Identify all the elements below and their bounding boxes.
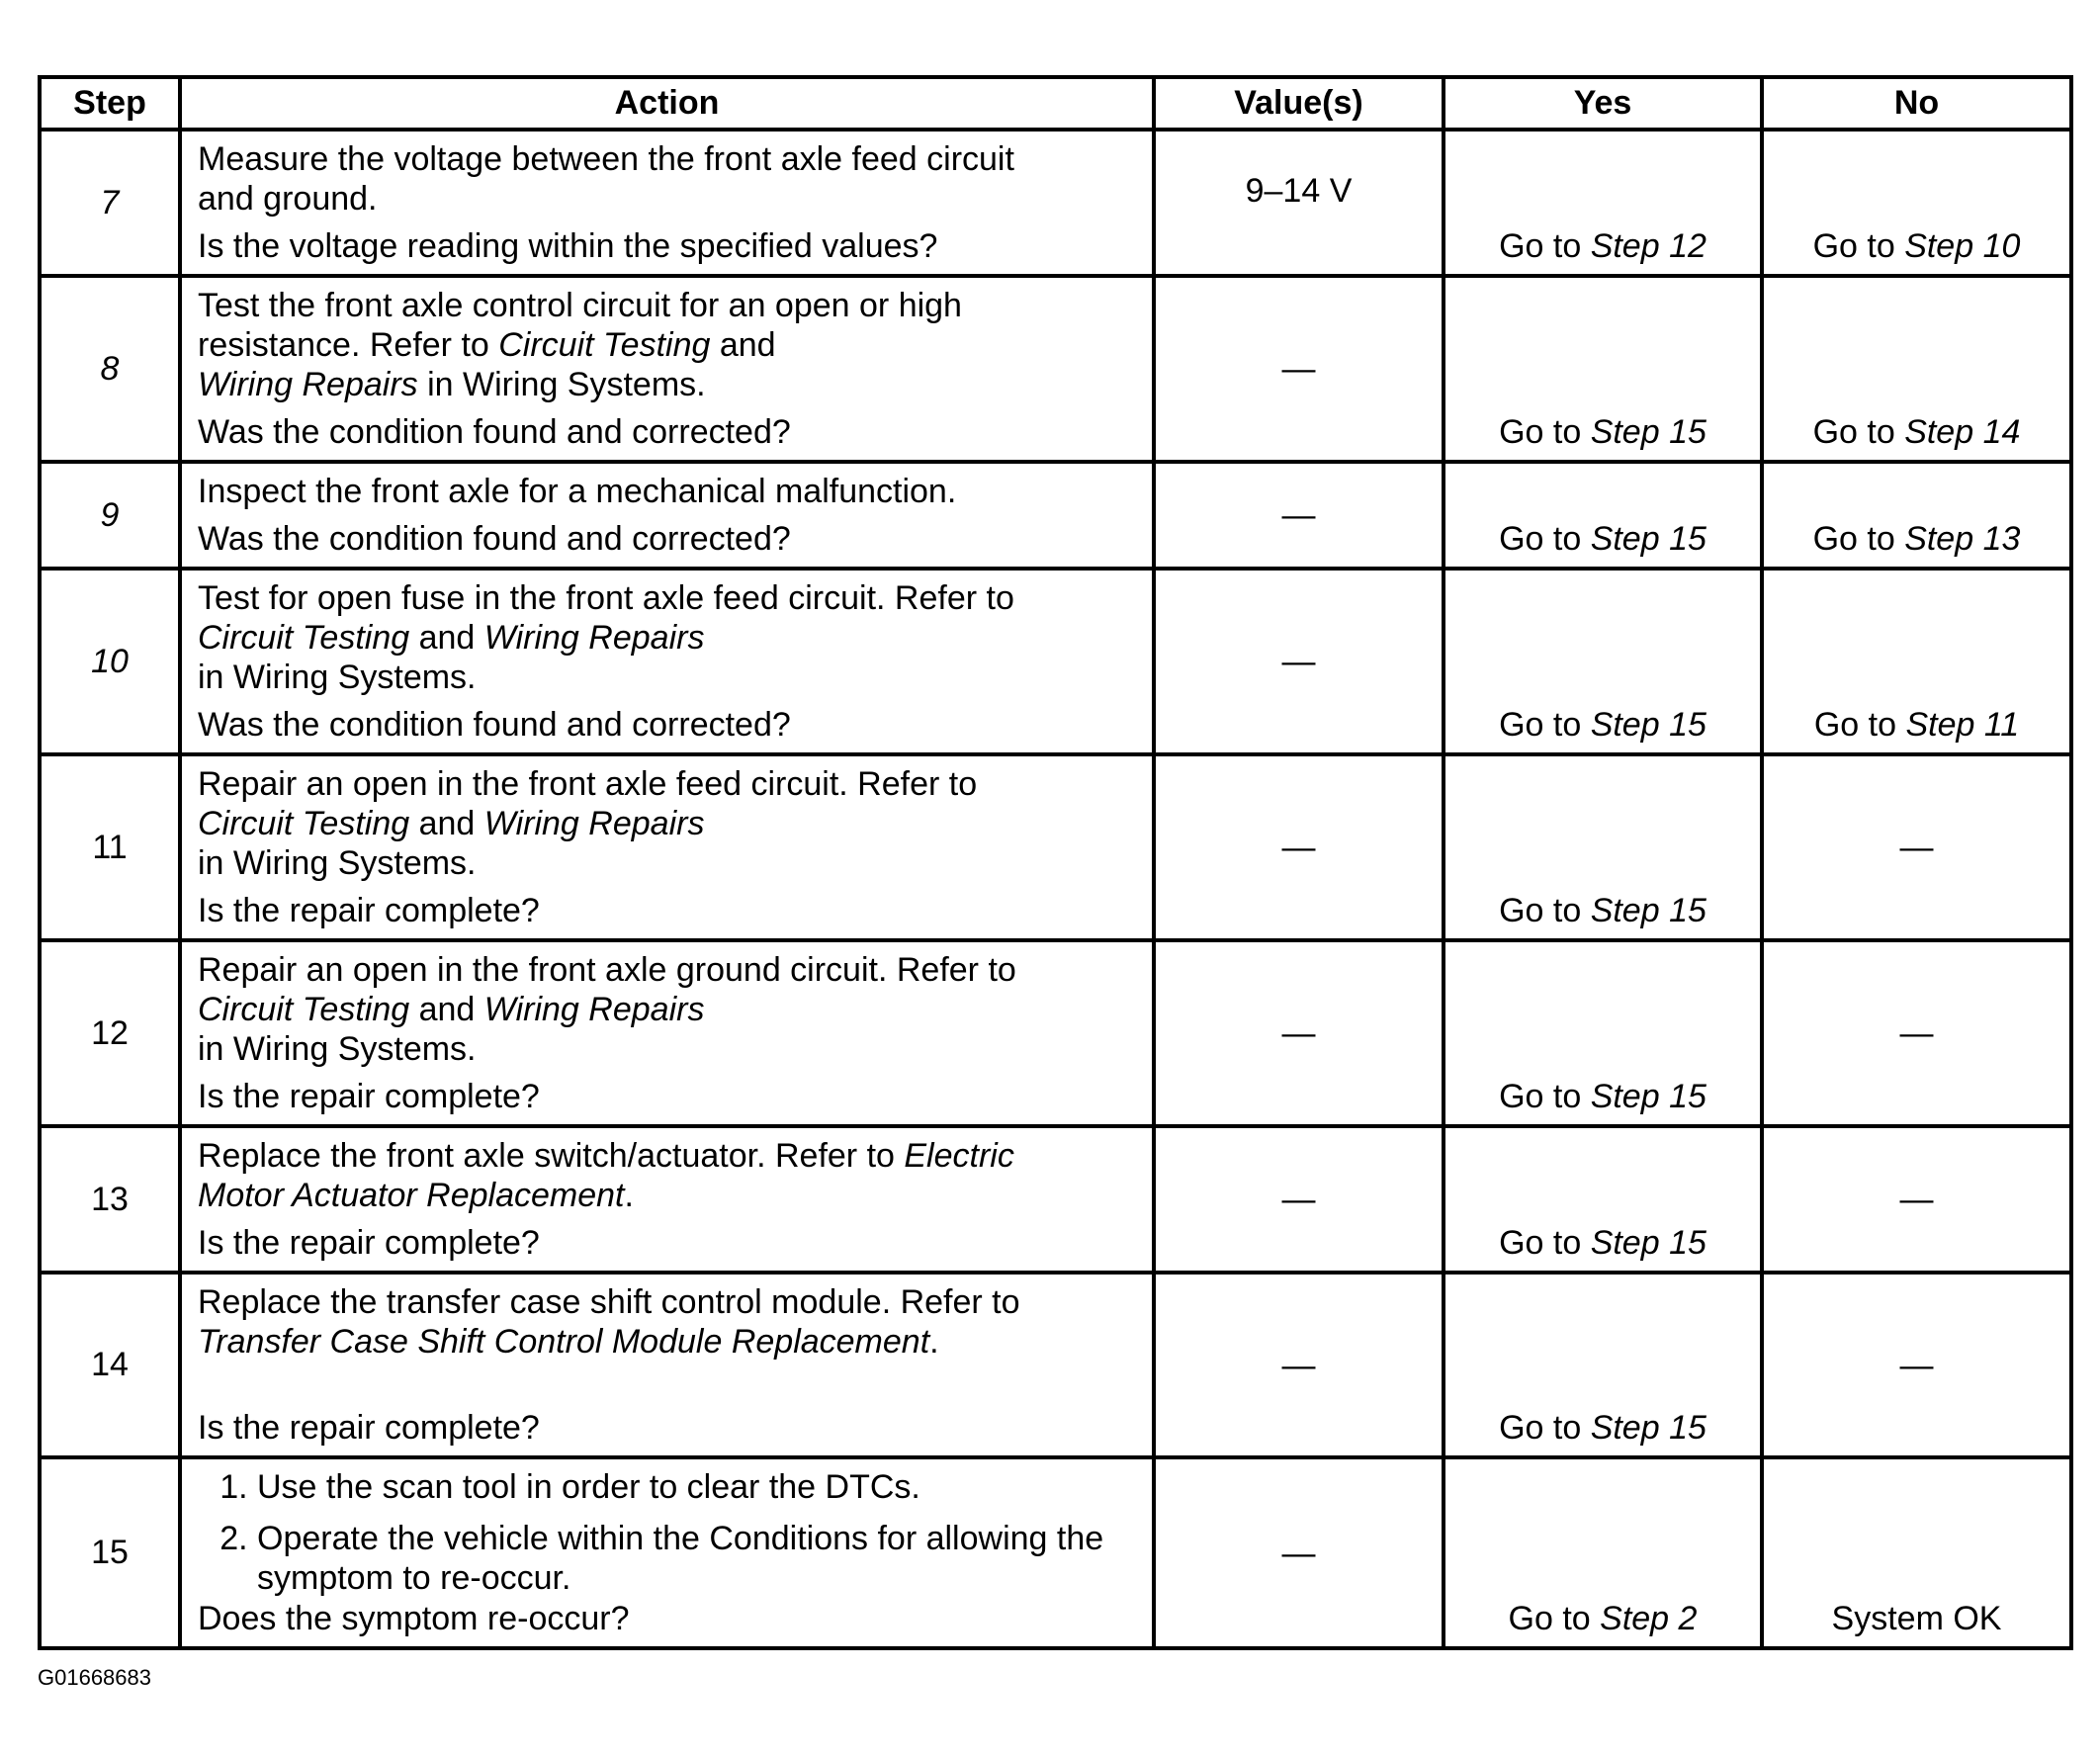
step-number: 15	[40, 1457, 180, 1648]
no-cell	[1762, 1457, 2071, 1648]
reference-link[interactable]: Wiring Repairs	[483, 805, 705, 842]
action-cell	[180, 940, 1154, 1126]
yes-step-link[interactable]: Step 15	[1590, 413, 1706, 451]
no-goto-text: Go to	[1812, 227, 1905, 265]
action-text	[198, 325, 1138, 365]
yes-step-link[interactable]: Step 15	[1590, 1409, 1706, 1447]
header-row	[40, 77, 2071, 130]
reference-link[interactable]: Circuit Testing	[498, 326, 711, 364]
yes-cell	[1444, 1126, 1762, 1273]
yes-goto-text: Go to	[1499, 706, 1591, 744]
action-text: Measure the voltage between the front axle feed circuit	[198, 140, 1014, 178]
action-text: in Wiring Systems.	[198, 659, 477, 696]
action-text-part: and	[409, 619, 484, 657]
action-text	[198, 1136, 1138, 1176]
value-text: —	[1281, 496, 1316, 534]
list-item: 1. Use the scan tool in order to clear the DTCs.	[257, 1467, 1138, 1507]
action-cell	[180, 1126, 1154, 1273]
no-text: —	[1899, 1014, 1934, 1052]
action-text	[198, 365, 1138, 404]
yes-goto-text: Go to	[1508, 1600, 1601, 1637]
action-cell	[180, 1273, 1154, 1457]
value-text: —	[1281, 829, 1316, 866]
reference-link[interactable]: Wiring Repairs	[198, 366, 418, 403]
value-text: 9–14 V	[1245, 172, 1353, 210]
yes-cell	[1444, 940, 1762, 1126]
no-goto-text: Go to	[1812, 520, 1905, 558]
value-cell	[1154, 569, 1444, 754]
action-cell	[180, 130, 1154, 276]
no-text: —	[1899, 1181, 1934, 1218]
no-step-link[interactable]: Step 10	[1904, 227, 2021, 265]
action-text: Inspect the front axle for a mechanical malfunction.	[198, 473, 957, 510]
value-cell	[1154, 754, 1444, 940]
step-number: 14	[40, 1273, 180, 1457]
value-text: —	[1281, 350, 1316, 388]
no-step-link[interactable]: Step 13	[1904, 520, 2021, 558]
value-cell	[1154, 130, 1444, 276]
action-text: in Wiring Systems.	[198, 1030, 477, 1068]
action-text-part: resistance. Refer to	[198, 326, 499, 364]
no-cell	[1762, 130, 2071, 276]
yes-cell	[1444, 462, 1762, 569]
table-row	[40, 569, 2071, 754]
value-text: —	[1281, 1181, 1316, 1218]
yes-step-link[interactable]: Step 15	[1590, 1078, 1706, 1115]
reference-link[interactable]: Motor Actuator Replacement	[198, 1177, 625, 1214]
header-yes: Yes	[1444, 77, 1762, 130]
value-text: —	[1281, 1014, 1316, 1052]
table-row	[40, 1273, 2071, 1457]
action-question: Was the condition found and corrected?	[198, 706, 791, 744]
yes-goto-text: Go to	[1499, 413, 1591, 451]
yes-goto-text: Go to	[1499, 892, 1591, 929]
table-row	[40, 754, 2071, 940]
action-text: Replace the transfer case shift control module. Refer to	[198, 1283, 1020, 1321]
step-number: 9	[40, 462, 180, 569]
no-text: System OK	[1831, 1600, 2002, 1637]
procedure-list	[198, 1467, 1138, 1598]
no-text: —	[1899, 829, 1934, 866]
value-text: —	[1281, 1534, 1316, 1572]
action-question: Does the symptom re-occur?	[198, 1600, 630, 1637]
no-cell	[1762, 1273, 2071, 1457]
action-text-part: Replace the front axle switch/actuator. Refer to	[198, 1137, 905, 1175]
action-text	[198, 1322, 1138, 1362]
step-number: 12	[40, 940, 180, 1126]
action-cell	[180, 276, 1154, 462]
yes-step-link[interactable]: Step 2	[1600, 1600, 1698, 1637]
action-text	[198, 618, 1138, 658]
table-row	[40, 940, 2071, 1126]
list-item: 2. Operate the vehicle within the Conditions for allowing the symptom to re-occur.	[257, 1519, 1138, 1598]
reference-link[interactable]: Wiring Repairs	[483, 619, 705, 657]
action-cell	[180, 462, 1154, 569]
no-text: —	[1899, 1346, 1934, 1384]
value-cell	[1154, 276, 1444, 462]
action-text: Repair an open in the front axle ground circuit. Refer to	[198, 951, 1016, 989]
no-cell	[1762, 940, 2071, 1126]
yes-goto-text: Go to	[1499, 1078, 1591, 1115]
action-text: in Wiring Systems.	[198, 844, 477, 882]
yes-cell	[1444, 130, 1762, 276]
action-cell	[180, 569, 1154, 754]
reference-link[interactable]: Electric	[904, 1137, 1014, 1175]
action-cell	[180, 754, 1154, 940]
reference-link[interactable]: Wiring Repairs	[483, 991, 705, 1028]
yes-goto-text: Go to	[1499, 520, 1591, 558]
action-text-part: and	[409, 991, 484, 1028]
value-text: —	[1281, 643, 1316, 680]
value-cell	[1154, 1273, 1444, 1457]
no-step-link[interactable]: Step 14	[1904, 413, 2021, 451]
action-question: Is the repair complete?	[198, 892, 540, 929]
step-number: 13	[40, 1126, 180, 1273]
reference-link[interactable]: Transfer Case Shift Control Module Replacement	[198, 1323, 930, 1361]
diagnostic-table	[38, 75, 2073, 1650]
action-question: Was the condition found and corrected?	[198, 413, 791, 451]
action-text-part: in Wiring Systems.	[417, 366, 706, 403]
no-step-link[interactable]: Step 11	[1905, 706, 2020, 744]
table-row	[40, 276, 2071, 462]
yes-goto-text: Go to	[1499, 1409, 1591, 1447]
no-cell	[1762, 276, 2071, 462]
no-cell	[1762, 1126, 2071, 1273]
action-text	[198, 804, 1138, 843]
action-text: Repair an open in the front axle feed circuit. Refer to	[198, 765, 978, 803]
no-cell	[1762, 569, 2071, 754]
no-goto-text: Go to	[1812, 413, 1905, 451]
yes-step-link[interactable]: Step 15	[1590, 706, 1706, 744]
action-text: Test the front axle control circuit for an open or high	[198, 287, 962, 324]
yes-goto-text: Go to	[1499, 1224, 1591, 1262]
value-cell	[1154, 1457, 1444, 1648]
action-question: Is the repair complete?	[198, 1409, 540, 1447]
value-cell	[1154, 1126, 1444, 1273]
yes-cell	[1444, 754, 1762, 940]
reference-link[interactable]: Circuit Testing	[198, 991, 410, 1028]
document-id: G01668683	[38, 1665, 151, 1690]
value-text: —	[1281, 1346, 1316, 1384]
no-goto-text: Go to	[1813, 706, 1906, 744]
table-row	[40, 462, 2071, 569]
yes-step-link[interactable]: Step 12	[1590, 227, 1706, 265]
no-cell	[1762, 754, 2071, 940]
yes-step-link[interactable]: Step 15	[1590, 520, 1706, 558]
action-text-part: .	[929, 1323, 939, 1361]
action-text	[198, 990, 1138, 1029]
yes-step-link[interactable]: Step 15	[1590, 892, 1706, 929]
header-step: Step	[40, 77, 180, 130]
yes-goto-text: Go to	[1499, 227, 1591, 265]
action-question: Was the condition found and corrected?	[198, 520, 791, 558]
action-text-part: and	[409, 805, 484, 842]
step-number: 7	[40, 130, 180, 276]
action-text	[198, 1176, 1138, 1215]
step-number: 10	[40, 569, 180, 754]
reference-link[interactable]: Circuit Testing	[198, 619, 410, 657]
table-row	[40, 130, 2071, 276]
no-cell	[1762, 462, 2071, 569]
action-text-part: .	[624, 1177, 634, 1214]
yes-cell	[1444, 1273, 1762, 1457]
header-no: No	[1762, 77, 2071, 130]
yes-cell	[1444, 1457, 1762, 1648]
value-cell	[1154, 462, 1444, 569]
table-row	[40, 1457, 2071, 1648]
yes-step-link[interactable]: Step 15	[1590, 1224, 1706, 1262]
action-question: Is the repair complete?	[198, 1224, 540, 1262]
action-cell	[180, 1457, 1154, 1648]
step-number: 8	[40, 276, 180, 462]
header-values: Value(s)	[1154, 77, 1444, 130]
action-question: Is the voltage reading within the specified values?	[198, 227, 938, 265]
step-number: 11	[40, 754, 180, 940]
action-text-part: and	[710, 326, 776, 364]
action-text: and ground.	[198, 180, 378, 218]
yes-cell	[1444, 569, 1762, 754]
value-cell	[1154, 940, 1444, 1126]
action-question: Is the repair complete?	[198, 1078, 540, 1115]
table-row	[40, 1126, 2071, 1273]
header-action: Action	[180, 77, 1154, 130]
yes-cell	[1444, 276, 1762, 462]
action-text: Test for open fuse in the front axle feed circuit. Refer to	[198, 579, 1014, 617]
reference-link[interactable]: Circuit Testing	[198, 805, 410, 842]
